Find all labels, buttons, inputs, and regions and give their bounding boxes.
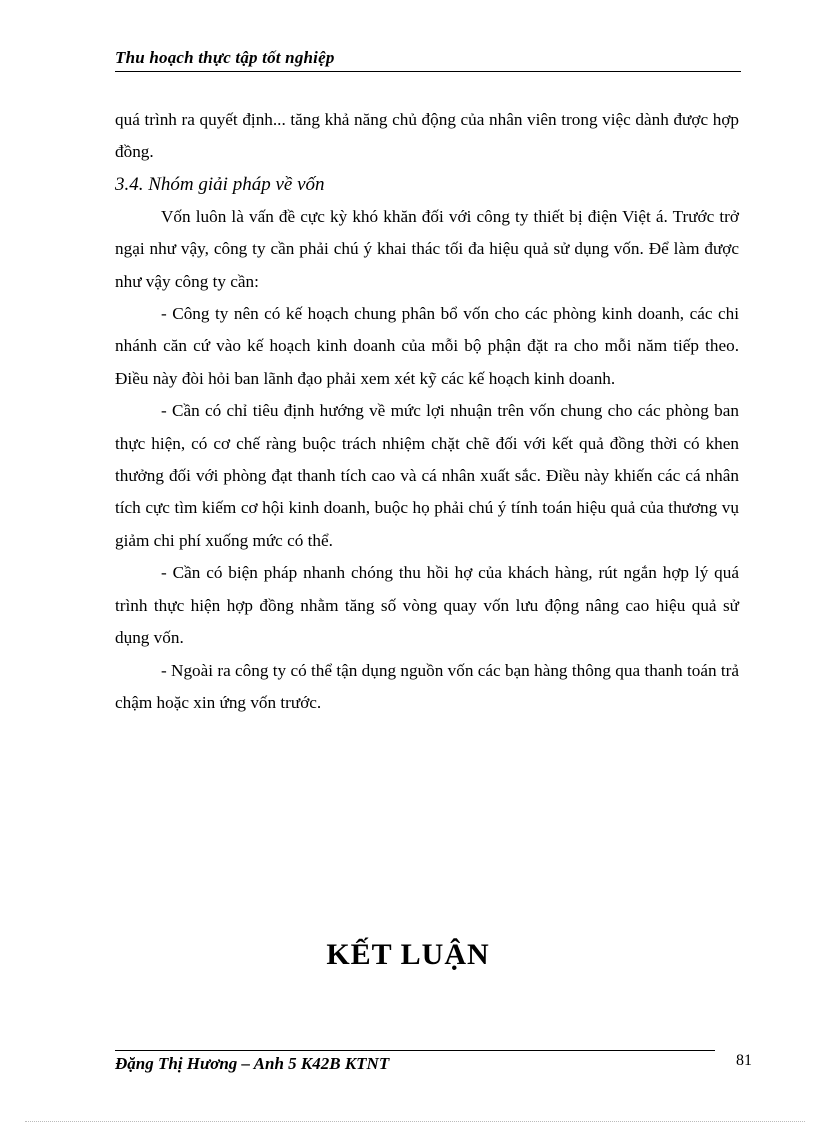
bullet-paragraph: - Ngoài ra công ty có thể tận dụng nguồn vốn các bạn hàng thông qua thanh toán trả chậm hoặc xin ứng vốn trước. — [115, 660, 739, 712]
bullet-paragraph: - Cần có chỉ tiêu định hướng về mức lợi nhuận trên vốn chung cho các phòng ban thực hiện, có cơ chế ràng buộc trách nhiệm chặt chẽ đối với kết quả đồng thời có khen thưởng đối với phòng đạt thanh tích cao và cá nhân xuất sắc. Điều này khiến các cá nhân tích cực tìm kiếm cơ hội kinh doanh, buộc họ phải chú ý tính toán hiệu quả của thương vụ giảm chi phí xuống mức có thể. — [115, 401, 739, 550]
running-header: Thu hoạch thực tập tốt nghiệp — [115, 48, 335, 67]
bullet-paragraph: - Cần có biện pháp nhanh chóng thu hồi hợ của khách hàng, rút ngắn hợp lý quá trình thực hiện hợp đồng nhằm tăng số vòng quay vốn lưu động nâng cao hiệu quả sử dụng vốn. — [115, 563, 739, 648]
header-rule — [115, 71, 741, 72]
footer-rule — [115, 1050, 715, 1051]
page-number: 81 — [736, 1052, 752, 1069]
page-edge-divider — [25, 1121, 805, 1122]
conclusion-title: KẾT LUẬN — [326, 938, 490, 971]
body-text — [115, 104, 739, 719]
intro-paragraph: Vốn luôn là vấn đề cực kỳ khó khăn đối với công ty thiết bị điện Việt á. Trước trở ngại như vậy, công ty cần phải chú ý khai thác tối đa hiệu quả sử dụng vốn. Để làm được như vậy công ty cần: — [115, 206, 739, 291]
section-heading: 3.4. Nhóm giải pháp về vốn — [115, 173, 325, 195]
footer-author: Đặng Thị Hương – Anh 5 K42B KTNT — [115, 1054, 390, 1073]
continuation-paragraph: quá trình ra quyết định... tăng khả năng chủ động của nhân viên trong việc dành được hợp đồng. — [115, 110, 739, 162]
bullet-paragraph: - Công ty nên có kế hoạch chung phân bổ vốn cho các phòng kinh doanh, các chi nhánh căn cứ vào kế hoạch kinh doanh của mỗi bộ phận đặt ra cho mỗi năm tiếp theo. Điều này đòi hỏi ban lãnh đạo phải xem xét kỹ các kế hoạch kinh doanh. — [115, 304, 739, 388]
